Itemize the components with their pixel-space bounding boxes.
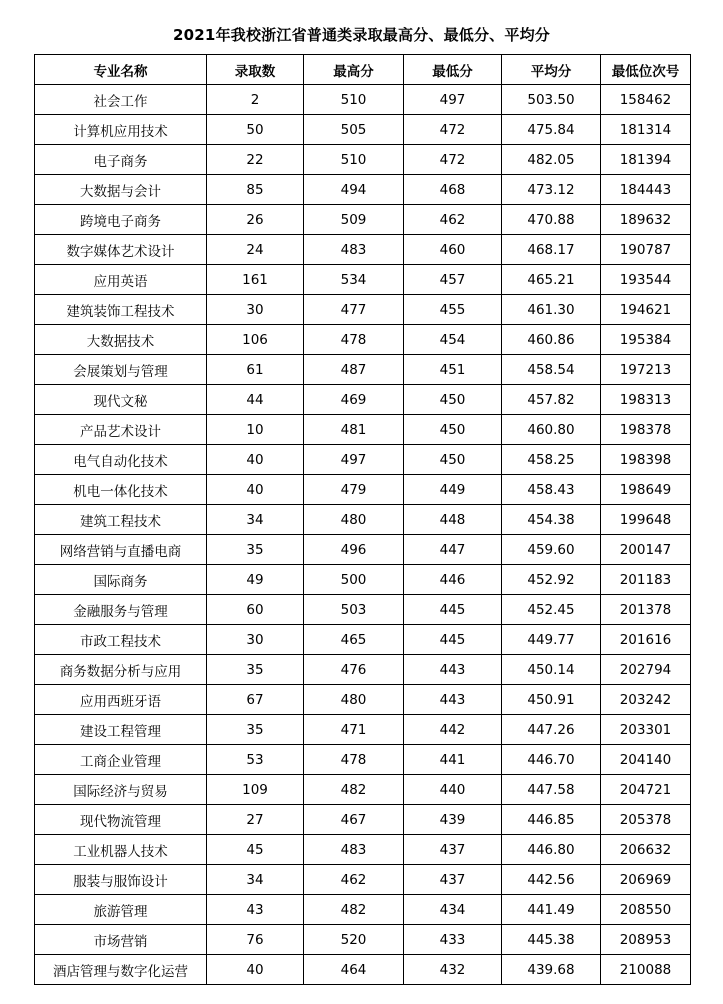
cell-highest-score: 471 [304,715,404,745]
cell-lowest-score: 437 [404,865,502,895]
header-average-score: 平均分 [502,55,601,85]
cell-lowest-score: 440 [404,775,502,805]
cell-admitted-count: 26 [207,205,304,235]
cell-average-score: 446.85 [502,805,601,835]
cell-major: 数字媒体艺术设计 [35,235,207,265]
cell-lowest-score: 472 [404,115,502,145]
table-row [35,235,691,265]
table-row [35,685,691,715]
cell-lowest-rank: 206632 [601,835,691,865]
cell-lowest-rank: 190787 [601,235,691,265]
cell-major: 市场营销 [35,925,207,955]
table-row [35,715,691,745]
cell-highest-score: 503 [304,595,404,625]
cell-major: 计算机应用技术 [35,115,207,145]
table-row [35,595,691,625]
cell-lowest-score: 455 [404,295,502,325]
cell-average-score: 473.12 [502,175,601,205]
cell-average-score: 461.30 [502,295,601,325]
cell-lowest-rank: 204721 [601,775,691,805]
cell-average-score: 458.54 [502,355,601,385]
cell-average-score: 482.05 [502,145,601,175]
cell-lowest-rank: 208550 [601,895,691,925]
cell-major: 会展策划与管理 [35,355,207,385]
cell-highest-score: 505 [304,115,404,145]
table-row [35,415,691,445]
cell-admitted-count: 22 [207,145,304,175]
cell-lowest-rank: 206969 [601,865,691,895]
cell-average-score: 441.49 [502,895,601,925]
table-row [35,775,691,805]
cell-lowest-rank: 193544 [601,265,691,295]
cell-lowest-rank: 204140 [601,745,691,775]
cell-admitted-count: 50 [207,115,304,145]
table-row [35,355,691,385]
table-row [35,955,691,985]
cell-lowest-score: 450 [404,415,502,445]
cell-admitted-count: 34 [207,865,304,895]
cell-lowest-score: 450 [404,445,502,475]
cell-highest-score: 520 [304,925,404,955]
cell-lowest-score: 457 [404,265,502,295]
cell-lowest-rank: 199648 [601,505,691,535]
table-row [35,445,691,475]
cell-admitted-count: 106 [207,325,304,355]
cell-highest-score: 479 [304,475,404,505]
cell-admitted-count: 24 [207,235,304,265]
cell-lowest-rank: 202794 [601,655,691,685]
cell-lowest-rank: 208953 [601,925,691,955]
cell-major: 跨境电子商务 [35,205,207,235]
cell-highest-score: 464 [304,955,404,985]
cell-average-score: 470.88 [502,205,601,235]
cell-average-score: 447.26 [502,715,601,745]
table-row [35,535,691,565]
cell-lowest-rank: 210088 [601,955,691,985]
cell-average-score: 442.56 [502,865,601,895]
table-row [35,805,691,835]
cell-lowest-score: 443 [404,685,502,715]
cell-lowest-score: 472 [404,145,502,175]
cell-admitted-count: 44 [207,385,304,415]
cell-major: 工商企业管理 [35,745,207,775]
cell-major: 旅游管理 [35,895,207,925]
cell-major: 应用西班牙语 [35,685,207,715]
cell-average-score: 465.21 [502,265,601,295]
cell-average-score: 452.45 [502,595,601,625]
cell-major: 产品艺术设计 [35,415,207,445]
cell-highest-score: 534 [304,265,404,295]
cell-average-score: 450.14 [502,655,601,685]
cell-average-score: 450.91 [502,685,601,715]
cell-highest-score: 497 [304,445,404,475]
cell-major: 金融服务与管理 [35,595,207,625]
cell-admitted-count: 40 [207,475,304,505]
cell-highest-score: 469 [304,385,404,415]
cell-average-score: 458.43 [502,475,601,505]
cell-lowest-rank: 198649 [601,475,691,505]
cell-major: 电气自动化技术 [35,445,207,475]
cell-lowest-score: 460 [404,235,502,265]
cell-admitted-count: 35 [207,535,304,565]
cell-major: 电子商务 [35,145,207,175]
cell-admitted-count: 61 [207,355,304,385]
cell-major: 酒店管理与数字化运营 [35,955,207,985]
cell-lowest-score: 437 [404,835,502,865]
table-body [35,85,691,985]
cell-admitted-count: 35 [207,655,304,685]
cell-lowest-score: 441 [404,745,502,775]
cell-average-score: 458.25 [502,445,601,475]
cell-highest-score: 509 [304,205,404,235]
cell-lowest-score: 449 [404,475,502,505]
table-row [35,265,691,295]
cell-average-score: 452.92 [502,565,601,595]
table-row [35,745,691,775]
cell-admitted-count: 2 [207,85,304,115]
header-highest-score: 最高分 [304,55,404,85]
cell-lowest-rank: 200147 [601,535,691,565]
table-row [35,925,691,955]
cell-lowest-score: 454 [404,325,502,355]
cell-major: 国际经济与贸易 [35,775,207,805]
cell-major: 商务数据分析与应用 [35,655,207,685]
header-admitted-count: 录取数 [207,55,304,85]
cell-admitted-count: 27 [207,805,304,835]
table-row [35,895,691,925]
cell-lowest-score: 462 [404,205,502,235]
cell-major: 国际商务 [35,565,207,595]
cell-lowest-rank: 201183 [601,565,691,595]
cell-highest-score: 494 [304,175,404,205]
cell-average-score: 457.82 [502,385,601,415]
cell-lowest-rank: 189632 [601,205,691,235]
cell-average-score: 446.70 [502,745,601,775]
cell-average-score: 468.17 [502,235,601,265]
cell-admitted-count: 30 [207,625,304,655]
cell-lowest-score: 445 [404,595,502,625]
cell-major: 社会工作 [35,85,207,115]
table-row [35,325,691,355]
header-lowest-rank: 最低位次号 [601,55,691,85]
cell-lowest-score: 442 [404,715,502,745]
cell-highest-score: 487 [304,355,404,385]
cell-lowest-rank: 198378 [601,415,691,445]
cell-average-score: 475.84 [502,115,601,145]
cell-lowest-rank: 203242 [601,685,691,715]
cell-average-score: 454.38 [502,505,601,535]
cell-average-score: 446.80 [502,835,601,865]
table-row [35,385,691,415]
cell-major: 现代物流管理 [35,805,207,835]
table-row [35,145,691,175]
cell-lowest-rank: 158462 [601,85,691,115]
cell-highest-score: 465 [304,625,404,655]
cell-highest-score: 496 [304,535,404,565]
cell-highest-score: 510 [304,85,404,115]
cell-major: 网络营销与直播电商 [35,535,207,565]
cell-highest-score: 478 [304,325,404,355]
cell-lowest-rank: 197213 [601,355,691,385]
cell-lowest-score: 468 [404,175,502,205]
cell-average-score: 460.80 [502,415,601,445]
cell-highest-score: 510 [304,145,404,175]
cell-average-score: 445.38 [502,925,601,955]
cell-lowest-score: 433 [404,925,502,955]
cell-admitted-count: 67 [207,685,304,715]
cell-average-score: 449.77 [502,625,601,655]
cell-admitted-count: 60 [207,595,304,625]
cell-major: 大数据技术 [35,325,207,355]
cell-lowest-rank: 184443 [601,175,691,205]
cell-admitted-count: 85 [207,175,304,205]
table-row [35,175,691,205]
cell-average-score: 503.50 [502,85,601,115]
table-row [35,505,691,535]
cell-admitted-count: 49 [207,565,304,595]
cell-major: 应用英语 [35,265,207,295]
table-header-row [35,55,691,85]
table-row [35,295,691,325]
table-row [35,205,691,235]
cell-lowest-rank: 181394 [601,145,691,175]
cell-admitted-count: 40 [207,955,304,985]
cell-highest-score: 483 [304,835,404,865]
cell-lowest-rank: 203301 [601,715,691,745]
cell-admitted-count: 43 [207,895,304,925]
cell-average-score: 439.68 [502,955,601,985]
table-row [35,655,691,685]
cell-admitted-count: 34 [207,505,304,535]
cell-lowest-score: 447 [404,535,502,565]
cell-average-score: 459.60 [502,535,601,565]
cell-lowest-score: 434 [404,895,502,925]
cell-highest-score: 462 [304,865,404,895]
table-row [35,865,691,895]
cell-highest-score: 478 [304,745,404,775]
table-row [35,115,691,145]
cell-admitted-count: 35 [207,715,304,745]
cell-lowest-rank: 201378 [601,595,691,625]
cell-average-score: 447.58 [502,775,601,805]
cell-lowest-score: 451 [404,355,502,385]
cell-major: 建筑装饰工程技术 [35,295,207,325]
cell-admitted-count: 10 [207,415,304,445]
cell-admitted-count: 76 [207,925,304,955]
cell-lowest-score: 450 [404,385,502,415]
cell-highest-score: 480 [304,685,404,715]
cell-admitted-count: 109 [207,775,304,805]
cell-admitted-count: 30 [207,295,304,325]
cell-lowest-rank: 205378 [601,805,691,835]
cell-lowest-rank: 198398 [601,445,691,475]
cell-average-score: 460.86 [502,325,601,355]
cell-admitted-count: 161 [207,265,304,295]
cell-highest-score: 467 [304,805,404,835]
cell-highest-score: 500 [304,565,404,595]
cell-highest-score: 482 [304,895,404,925]
cell-lowest-score: 432 [404,955,502,985]
admission-scores-table [34,54,691,985]
cell-highest-score: 477 [304,295,404,325]
table-row [35,565,691,595]
table-row [35,835,691,865]
cell-lowest-score: 448 [404,505,502,535]
cell-lowest-rank: 195384 [601,325,691,355]
cell-major: 机电一体化技术 [35,475,207,505]
cell-admitted-count: 40 [207,445,304,475]
cell-highest-score: 476 [304,655,404,685]
cell-major: 市政工程技术 [35,625,207,655]
cell-lowest-rank: 201616 [601,625,691,655]
cell-major: 工业机器人技术 [35,835,207,865]
cell-lowest-rank: 198313 [601,385,691,415]
cell-major: 大数据与会计 [35,175,207,205]
cell-major: 建筑工程技术 [35,505,207,535]
cell-lowest-score: 446 [404,565,502,595]
header-lowest-score: 最低分 [404,55,502,85]
cell-admitted-count: 45 [207,835,304,865]
cell-highest-score: 481 [304,415,404,445]
cell-admitted-count: 53 [207,745,304,775]
cell-major: 现代文秘 [35,385,207,415]
table-row [35,625,691,655]
cell-lowest-rank: 181314 [601,115,691,145]
cell-lowest-score: 497 [404,85,502,115]
cell-highest-score: 483 [304,235,404,265]
cell-lowest-score: 445 [404,625,502,655]
cell-lowest-rank: 194621 [601,295,691,325]
cell-major: 服装与服饰设计 [35,865,207,895]
table-row [35,85,691,115]
cell-lowest-score: 439 [404,805,502,835]
page-title: 2021年我校浙江省普通类录取最高分、最低分、平均分 [173,26,550,44]
cell-major: 建设工程管理 [35,715,207,745]
cell-lowest-score: 443 [404,655,502,685]
cell-highest-score: 480 [304,505,404,535]
header-major: 专业名称 [35,55,207,85]
cell-highest-score: 482 [304,775,404,805]
table-row [35,475,691,505]
